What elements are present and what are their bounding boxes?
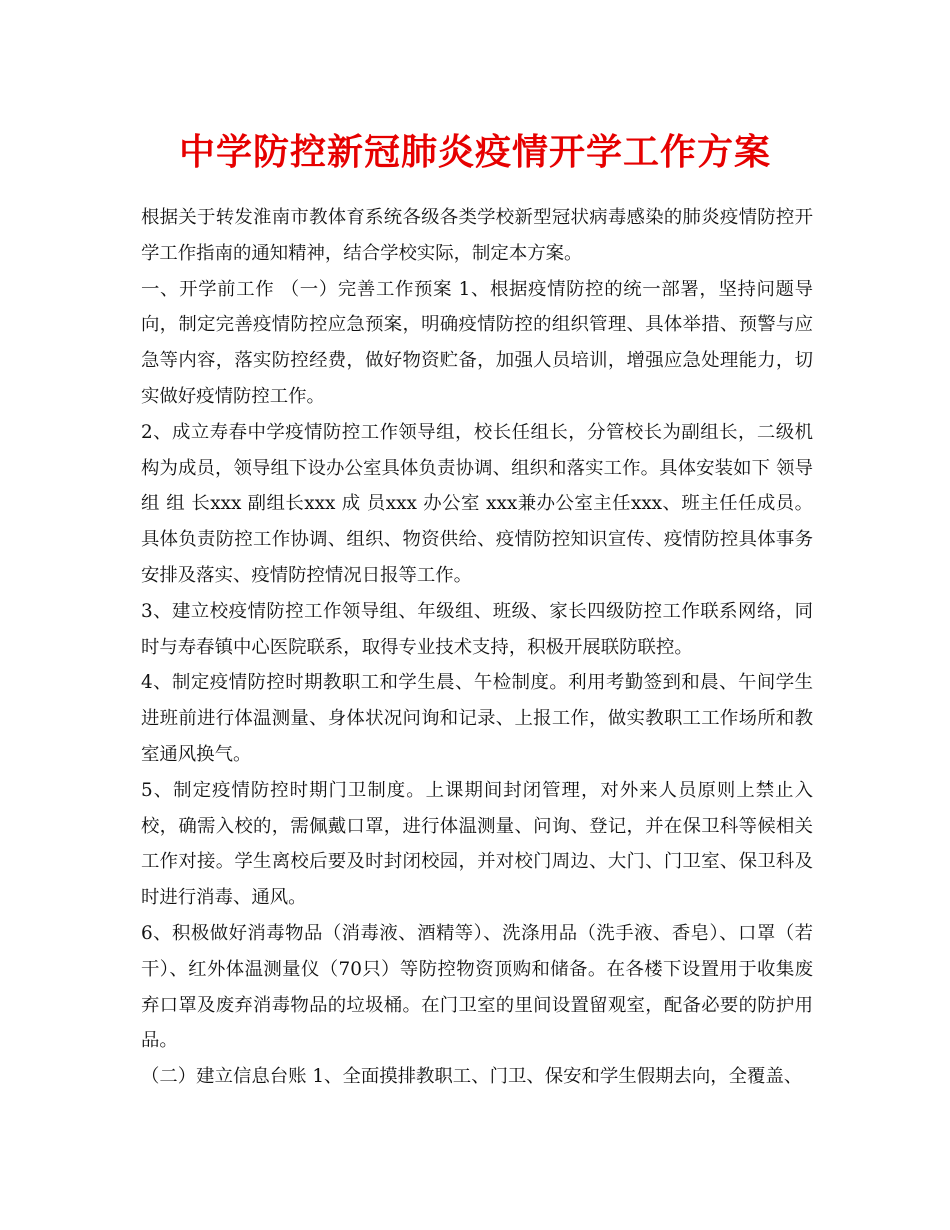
paragraph-item-2: 2、成立寿春中学疫情防控工作领导组，校长任组长，分管校长为副组长，二级机构为成员，领导组下设办公室具体负责协调、组织和落实工作。具体安装如下 领导组 组 长xxx 副组长xxx 成 员xxx 办公室 xxx兼办公室主任xxx、班主任任成员。具体负责防控工作协调、组织、物资供给、疫情防控知识宣传、疫情防控具体事务安排及落实、疫情防控情况日报等工作。 bbox=[141, 421, 813, 586]
paragraph-section-2: （二）建立信息台账 1、全面摸排教职工、门卫、保安和学生假期去向，全覆盖、 bbox=[141, 1066, 803, 1088]
paragraph-section-1: 一、开学前工作 （一）完善工作预案 1、根据疫情防控的统一部署，坚持问题导向，制定完善疫情防控应急预案，明确疫情防控的组织管理、具体举措、预警与应急等内容，落实防控经费，做好物资贮备，加强人员培训，增强应急处理能力，切实做好疫情防控工作。 bbox=[141, 278, 813, 407]
paragraph-item-5: 5、制定疫情防控时期门卫制度。上课期间封闭管理，对外来人员原则上禁止入校，确需入校的，需佩戴口罩，进行体温测量、问询、登记，并在保卫科等候相关工作对接。学生离校后要及时封闭校园，并对校门周边、大门、门卫室、保卫科及时进行消毒、通风。 bbox=[141, 779, 813, 909]
paragraph-item-3: 3、建立校疫情防控工作领导组、年级组、班级、家长四级防控工作联系网络，同时与寿春镇中心医院联系，取得专业技术支持，积极开展联防联控。 bbox=[141, 600, 813, 658]
paragraph-intro: 根据关于转发淮南市教体育系统各级各类学校新型冠状病毒感染的肺炎疫情防控开学工作指南的通知精神，结合学校实际，制定本方案。 bbox=[141, 207, 813, 264]
paragraph-item-6: 6、积极做好消毒物品（消毒液、酒精等）、洗涤用品（洗手液、香皂）、口罩（若干）、红外体温测量仪（70只）等防控物资顶购和储备。在各楼下设置用于收集废弃口罩及废弃消毒物品的垃圾桶。在门卫室的里间设置留观室，配备必要的防护用品。 bbox=[141, 922, 813, 1052]
document-body bbox=[141, 200, 813, 1095]
paragraph-item-4: 4、制定疫情防控时期教职工和学生晨、午检制度。利用考勤签到和晨、午间学生进班前进行体温测量、身体状况问询和记录、上报工作，做实教职工工作场所和教室通风换气。 bbox=[141, 672, 813, 765]
document-title: 中学防控新冠肺炎疫情开学工作方案 bbox=[178, 131, 771, 173]
